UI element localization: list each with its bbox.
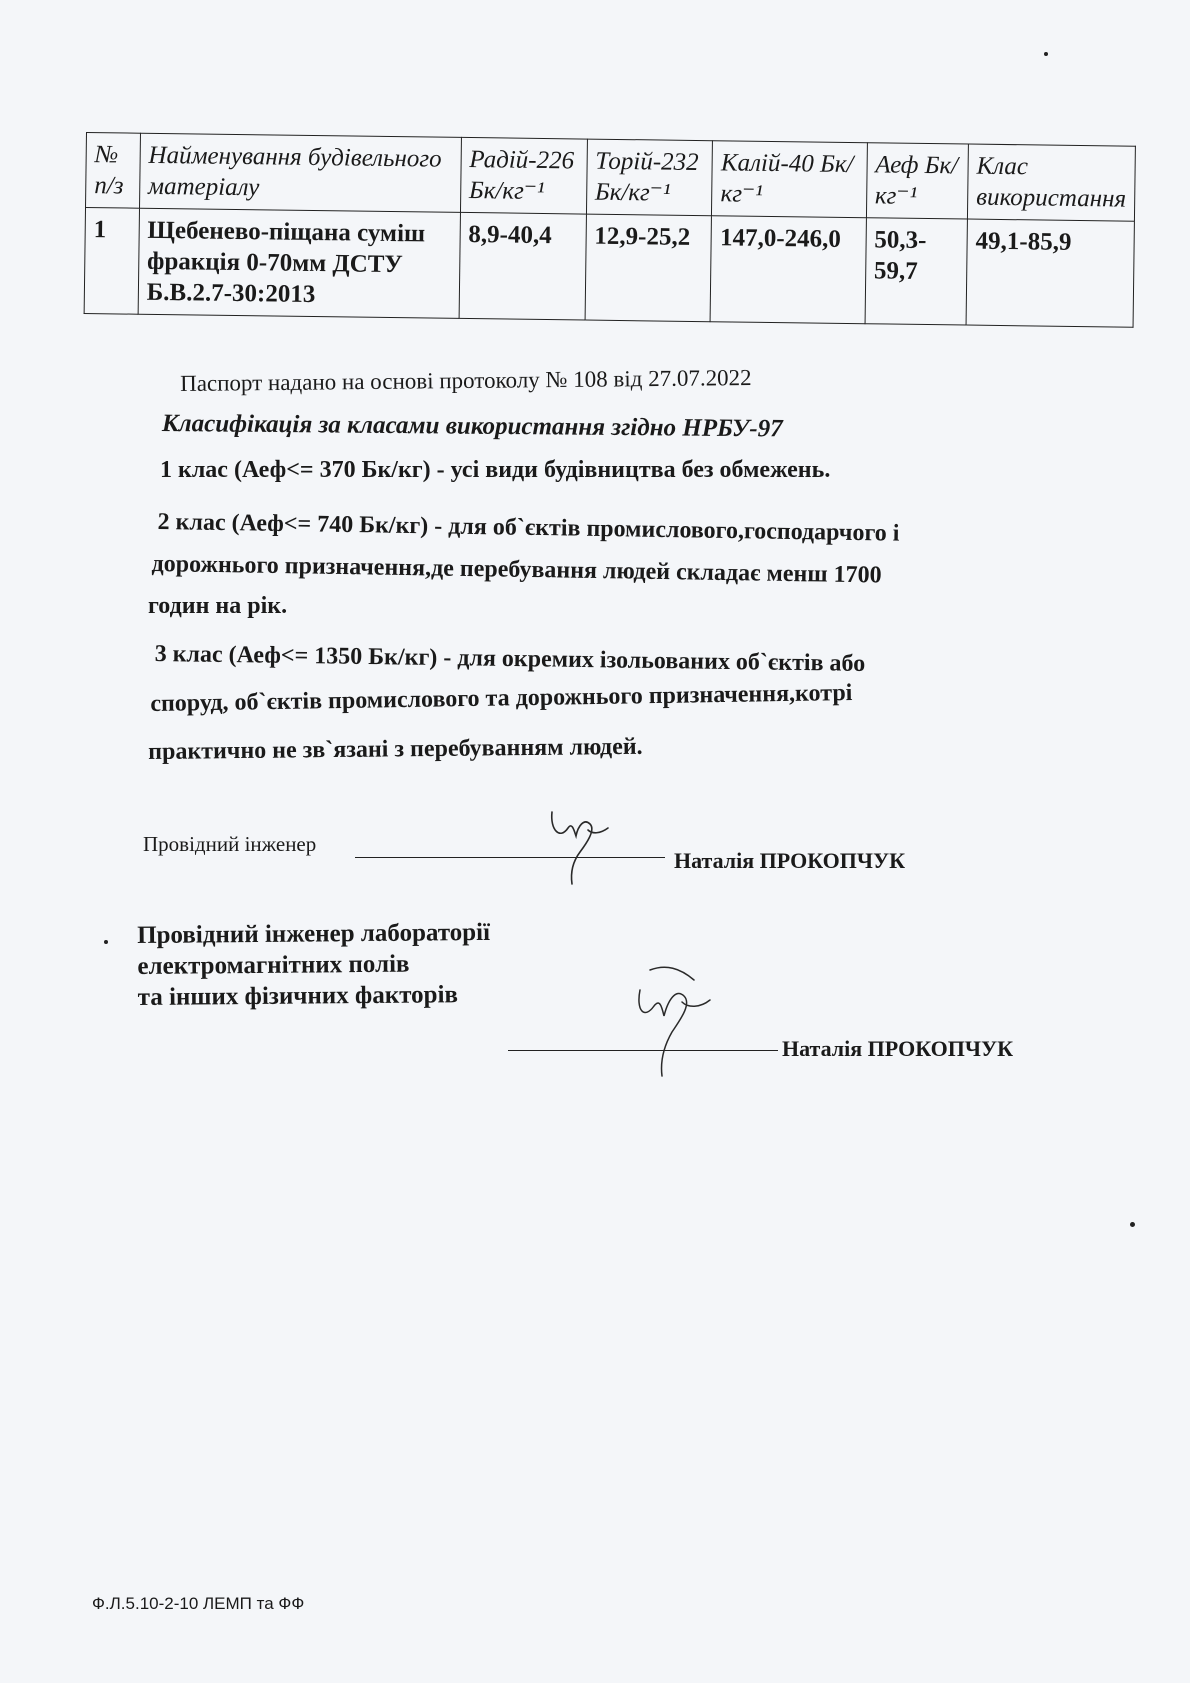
signature-title-line: та інших фізичних факторів — [137, 981, 459, 1011]
form-code-footer: Ф.Л.5.10-2-10 ЛЕМП та ФФ — [92, 1594, 305, 1613]
radiation-table — [84, 132, 1136, 328]
cell-class: 49,1-85,9 — [966, 219, 1134, 327]
table-header-row — [86, 133, 1136, 222]
class-line: 1 клас (Аеф<= 370 Бк/кг) - усі види будівництва без обмежень. — [160, 457, 831, 483]
header-aeff: Аеф Бк/кг⁻¹ — [866, 143, 968, 219]
cell-potassium: 147,0-246,0 — [710, 216, 866, 324]
cell-thorium: 12,9-25,2 — [585, 214, 712, 322]
signature-name-second: Наталія ПРОКОПЧУК — [782, 1036, 1014, 1061]
classification-title: Класифікація за класами використання згідно НРБУ-97 — [161, 410, 783, 443]
table-row — [84, 208, 1134, 328]
header-class: Клас використання — [967, 144, 1135, 221]
cell-number: 1 — [84, 208, 139, 315]
signature-title-line: Провідний інженер лабораторії — [137, 918, 491, 949]
class-line: 2 клас (Аеф<= 740 Бк/кг) - для об`єктів промислового,господарчого і — [157, 508, 900, 547]
header-number: № п/з — [86, 133, 141, 209]
signature-title-line: електромагнітних полів — [137, 950, 410, 980]
speck — [1130, 1222, 1135, 1227]
class-line: 3 клас (Аеф<= 1350 Бк/кг) - для окремих ізольованих об`єктів або — [154, 640, 866, 677]
class-line: споруд, об`єктів промислового та дорожнього призначення,котрі — [150, 679, 853, 717]
basis-text: Паспорт надано на основі протоколу № 108 від 27.07.2022 — [180, 365, 752, 396]
handwritten-signature — [610, 950, 720, 1080]
cell-material: Щебенево-піщана суміш фракція 0-70мм ДСТУ Б.В.2.7-30:2013 — [138, 208, 460, 318]
header-material: Найменування будівельного матеріалу — [139, 133, 461, 212]
speck — [104, 940, 108, 944]
header-potassium: Калій-40 Бк/кг⁻¹ — [712, 141, 867, 218]
signature-title-second — [137, 917, 491, 1013]
header-thorium: Торій-232 Бк/кг⁻¹ — [586, 139, 713, 216]
cell-radium: 8,9-40,4 — [459, 212, 586, 320]
header-radium: Радій-226 Бк/кг⁻¹ — [460, 137, 587, 214]
class-line: практично не зв`язані з перебуванням людей. — [148, 733, 643, 765]
cell-aeff: 50,3-59,7 — [865, 218, 968, 325]
class-line: годин на рік. — [148, 593, 288, 619]
handwritten-signature — [530, 800, 620, 890]
speck — [1044, 52, 1048, 56]
signature-title-first: Провідний інженер — [143, 832, 317, 856]
class-line: дорожнього призначення,де перебування людей складає менш 1700 — [151, 550, 882, 589]
signature-name-first: Наталія ПРОКОПЧУК — [674, 848, 906, 873]
